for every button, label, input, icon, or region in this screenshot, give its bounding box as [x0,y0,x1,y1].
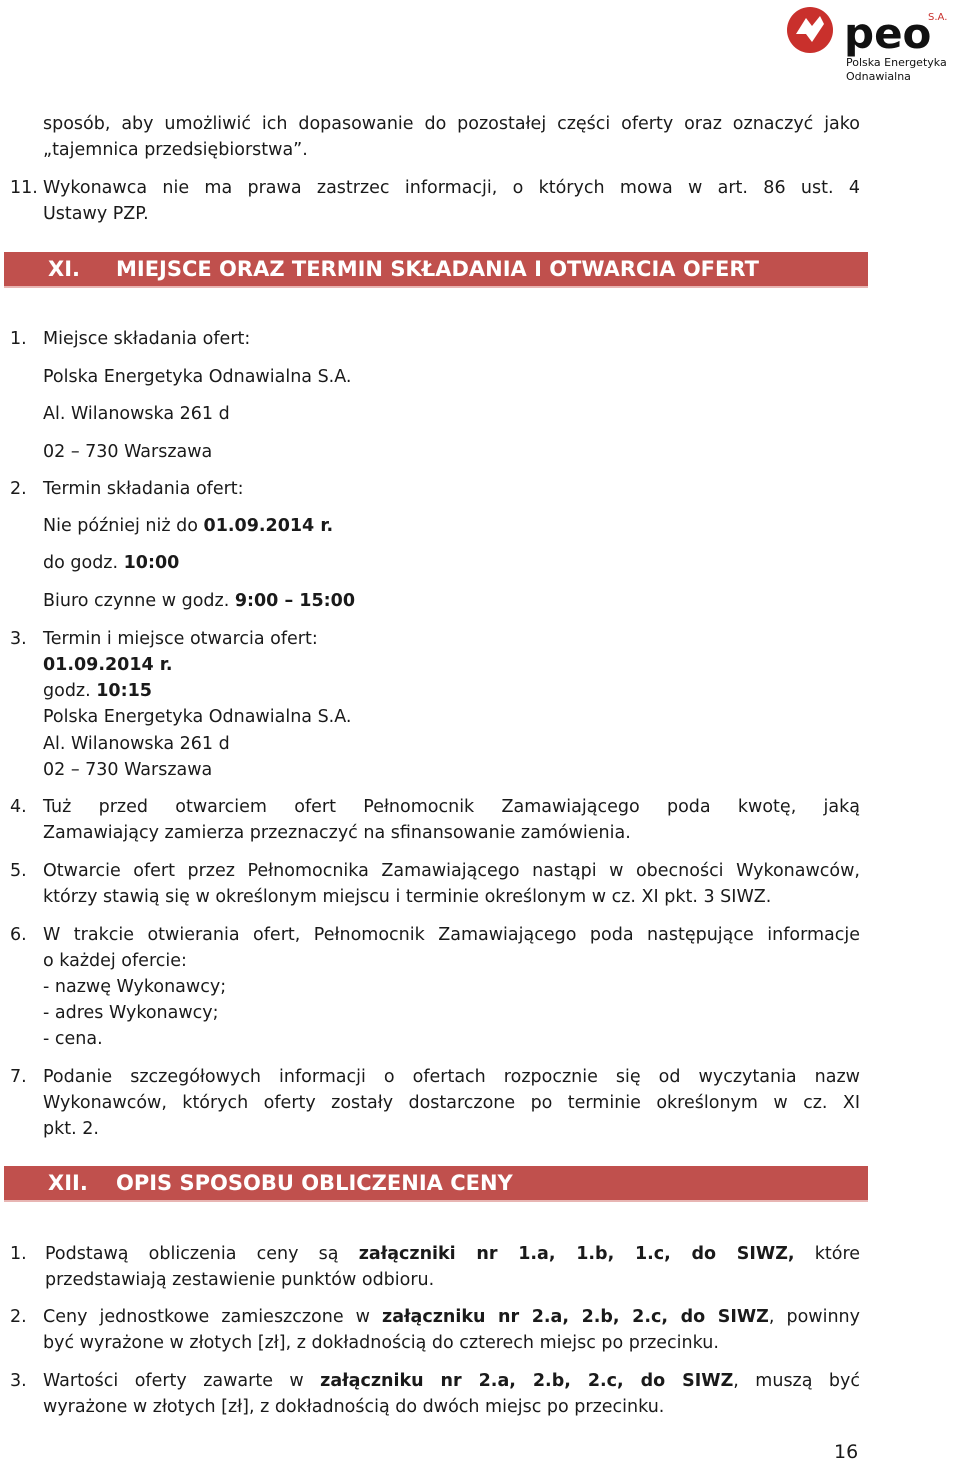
xi-6-line-2: o każdej ofercie: [43,951,187,971]
xii-1-number: 1. [10,1244,27,1264]
xi-2-office-value: 9:00 – 15:00 [234,591,355,611]
xi-2-deadline-date: 01.09.2014 r. [203,516,334,536]
xi-5-line-1: Otwarcie ofert przez Pełnomocnika Zamawiającego nastąpi w obecności Wykonawców, [43,861,860,881]
section-xi-title: MIEJSCE ORAZ TERMIN SKŁADANIA I OTWARCIA OFERT [116,257,759,281]
item-11-number: 11. [10,178,38,198]
xii-1-text-b: załączniki nr 1.a, 1.b, 1.c, do SIWZ, [358,1244,795,1264]
xii-2-text-a: Ceny jednostkowe zamieszczone w [43,1307,383,1327]
section-xi-roman: XI. [48,257,80,281]
peo-logo-icon [786,4,958,84]
item-11-line-1: Wykonawca nie ma prawa zastrzec informacji, o których mowa w art. 86 ust. 4 [43,178,860,198]
xi-3-time [43,678,152,704]
xi-4-number: 4. [10,797,27,817]
xi-4-line-1: Tuż przed otwarciem ofert Pełnomocnik Zamawiającego poda kwotę, jaką [43,797,860,817]
xi-6-number: 6. [10,925,27,945]
continuation-line-1: sposób, aby umożliwić ich dopasowanie do pozostałej części oferty oraz oznaczyć jako [43,114,860,134]
xii-1-line-1 [45,1241,860,1267]
xi-2-office-hours [43,588,355,614]
xi-1-number: 1. [10,329,27,349]
logo-suffix: S.A. [928,12,948,23]
xi-2-deadline [43,513,333,539]
xii-2-text-c: , powinny [768,1307,860,1327]
xi-6-list-item: - cena. [43,1029,103,1049]
page-number: 16 [834,1441,859,1463]
xi-5-number: 5. [10,861,27,881]
xi-4-line-2: Zamawiający zamierza przeznaczyć na sfinansowanie zamówienia. [43,823,631,843]
xii-3-text-b: załączniku nr 2.a, 2.b, 2.c, do SIWZ [320,1371,734,1391]
xii-2-number: 2. [10,1307,27,1327]
xii-2-line-2: być wyrażone w złotych [zł], z dokładnością do czterech miejsc po przecinku. [43,1333,719,1353]
xi-3-addr-1: Polska Energetyka Odnawialna S.A. [43,707,352,727]
xii-3-line-2: wyrażone w złotych [zł], z dokładnością do dwóch miejsc po przecinku. [43,1397,665,1417]
section-xii-title: OPIS SPOSOBU OBLICZENIA CENY [116,1171,513,1195]
xii-1-text-a: Podstawą obliczenia ceny są [45,1244,359,1264]
xi-2-hour [43,550,179,576]
xi-1-title: Miejsce składania ofert: [43,329,251,349]
xi-6-list-item: - adres Wykonawcy; [43,1003,219,1023]
xii-3-text-c: , muszą być [733,1371,860,1391]
xii-1-text-c: które [794,1244,861,1264]
xi-6-line-1: W trakcie otwierania ofert, Pełnomocnik Zamawiającego poda następujące informacje [43,925,860,945]
item-11-line-2: Ustawy PZP. [43,204,149,224]
xi-3-time-value: 10:15 [96,681,152,701]
logo-brand: peo [844,9,932,58]
logo-line2: Odnawialna [846,70,911,83]
logo-line1: Polska Energetyka [846,56,947,69]
xi-7-line-2: Wykonawców, których oferty zostały dostarczone po terminie określonym w cz. XI [43,1093,860,1113]
xi-3-date [43,652,173,678]
continuation-line-2: „tajemnica przedsiębiorstwa”. [43,140,308,160]
xi-7-line-3: pkt. 2. [43,1119,99,1139]
xi-2-office-label: Biuro czynne w godz. [43,591,235,611]
xi-3-addr-2: Al. Wilanowska 261 d [43,734,230,754]
xi-1-addr-3: 02 – 730 Warszawa [43,442,213,462]
xi-3-number: 3. [10,629,27,649]
section-xi-heading [4,252,868,288]
xi-3-time-label: godz. [43,681,97,701]
xi-2-number: 2. [10,479,27,499]
xii-2-text-b: załączniku nr 2.a, 2.b, 2.c, do SIWZ [382,1307,769,1327]
xi-2-deadline-label: Nie później niż do [43,516,204,536]
xi-2-hour-value: 10:00 [123,553,180,573]
xi-7-line-1: Podanie szczegółowych informacji o ofertach rozpocznie się od wyczytania nazw [43,1067,860,1087]
section-xii-heading [4,1166,868,1202]
xi-3-title: Termin i miejsce otwarcia ofert: [43,629,318,649]
xi-5-line-2: którzy stawią się w określonym miejscu i terminie określonym w cz. XI pkt. 3 SIWZ. [43,887,772,907]
section-xii-roman: XII. [48,1171,88,1195]
xii-1-line-2: przedstawiają zestawienie punktów odbioru. [45,1270,435,1290]
xii-3-line-1 [43,1368,860,1394]
xi-2-title: Termin składania ofert: [43,479,244,499]
xi-1-addr-1: Polska Energetyka Odnawialna S.A. [43,367,352,387]
xii-3-number: 3. [10,1371,27,1391]
company-logo [786,4,958,84]
xi-3-date-value: 01.09.2014 r. [43,655,173,675]
xii-2-line-1 [43,1304,860,1330]
xi-3-addr-3: 02 – 730 Warszawa [43,760,213,780]
xi-1-addr-2: Al. Wilanowska 261 d [43,404,230,424]
xi-7-number: 7. [10,1067,27,1087]
xi-6-list-item: - nazwę Wykonawcy; [43,977,227,997]
xi-2-hour-label: do godz. [43,553,124,573]
xii-3-text-a: Wartości oferty zawarte w [43,1371,321,1391]
